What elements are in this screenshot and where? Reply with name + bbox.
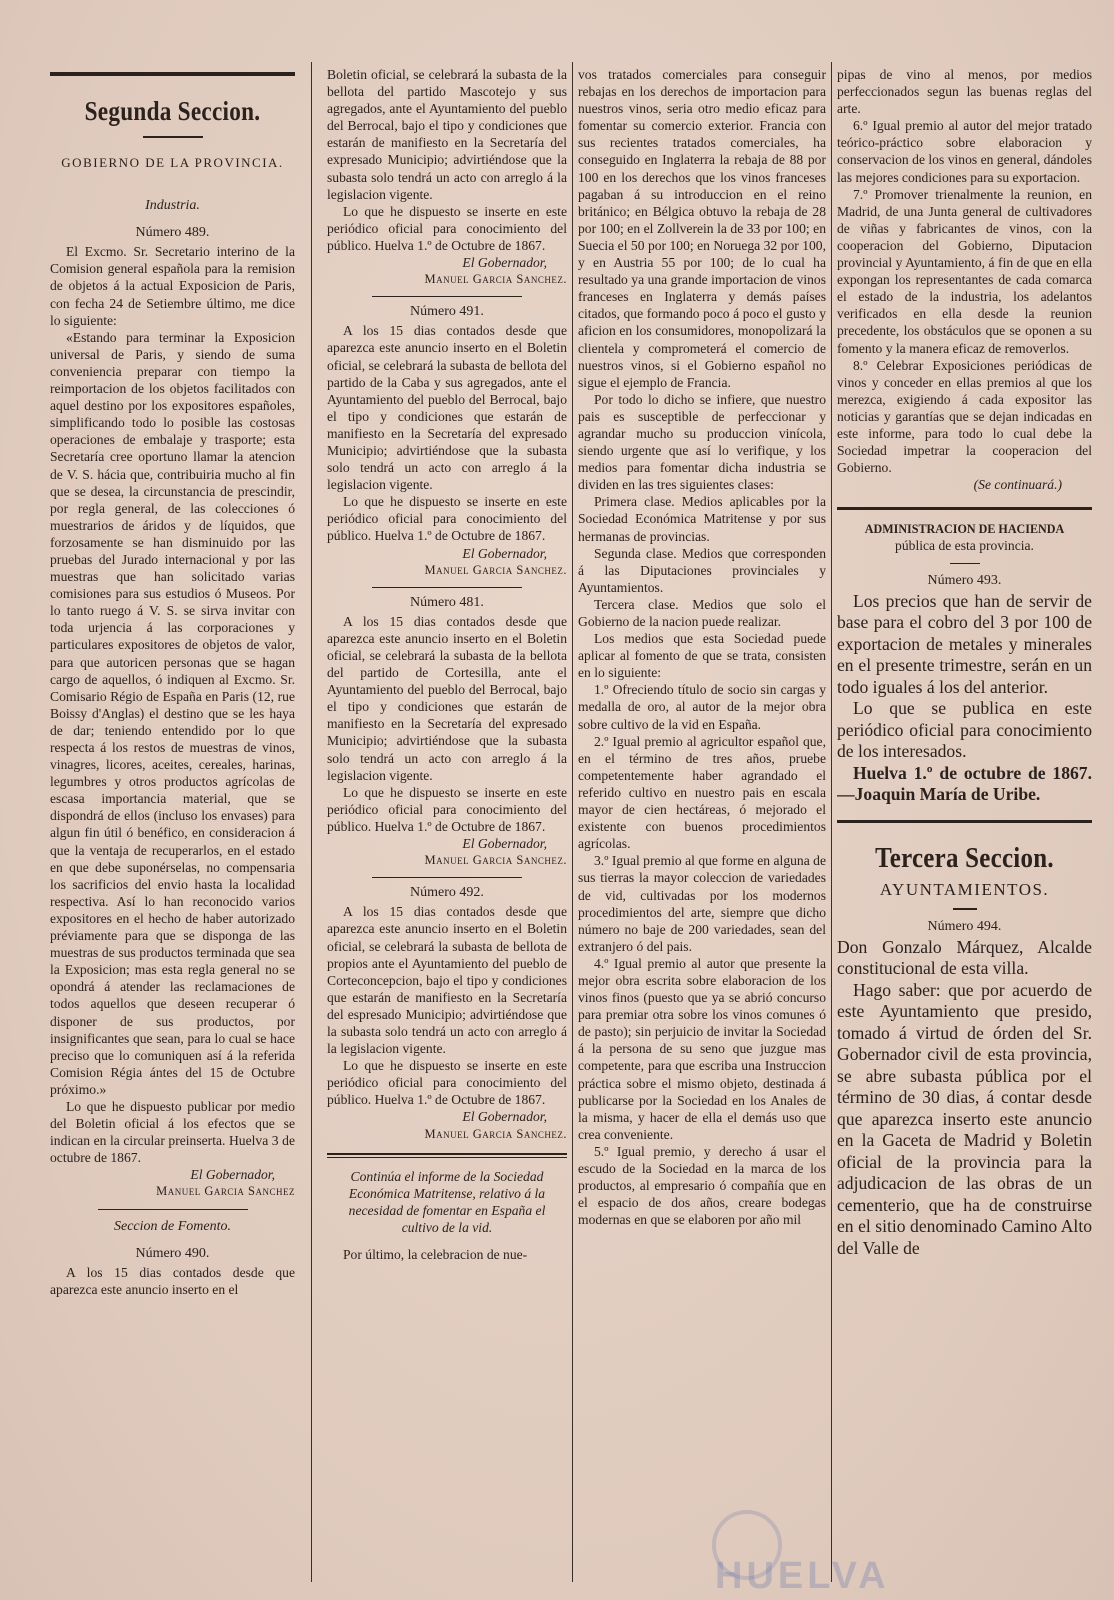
paragraph: vos tratados comerciales para conseguir rebajas en los derechos de importacion para nuestros vinos, seria otro medio eficaz para fomentar su comercio exterior. Francia con sus recientes tratados comerciales, ha conseguido en Inglaterra la rebaja de 88 por 100 en los derechos que los vinos franceses pagaban á su introduccion en el reino británico; en Bélgica obtuvo la rebaja de 28 por 100; en el Zollverein la de 33 por 100; en Suecia el 50 por 100; en Noruega 32 por 100, y en Austria 55 por 100; de lo cual ha resultado ya una grande importacion de vinos franceses en Inglaterra y demás países citados, que formando poco á poco el gusto y aficion en los consumidores, monopolizará la clientela y comprometerá el comercio de nuestros vinos, si el Gobierno español no sigue el ejemplo de Francia. <box>578 67 826 390</box>
signature-title: El Gobernador, <box>462 1109 547 1125</box>
signature-name: Manuel Garcia Sanchez. <box>424 562 567 577</box>
column-divider <box>572 62 573 1582</box>
paragraph: Lo que he dispuesto se inserte en este periódico oficial para conocimiento del público. Huelva 1.º de Octubre de 1867. <box>327 784 567 834</box>
signature-name: Manuel Garcia Sanchez. <box>424 1126 567 1141</box>
paragraph: Huelva 1.º de octubre de 1867.—Joaquin María de Uribe. <box>837 762 1092 805</box>
paragraph: 3.º Igual premio al que forme en alguna de sus tierras la mayor coleccion de variedades de vid, cultivadas por los modernos procedimientos del arte, siempre que dicho número no baje de 200 variedades, sean del extranjero ó del pais. <box>578 853 826 954</box>
paragraph: Tercera clase. Medios que solo el Gobierno de la nacion puede realizar. <box>578 596 826 629</box>
ayuntamiento-notice <box>837 937 1092 1260</box>
section-title: Tercera Seccion. <box>875 841 1054 874</box>
divider <box>372 587 522 588</box>
article-number: Número 490. <box>135 1245 210 1261</box>
subhead: Industria. <box>145 198 200 214</box>
article-number: Número 481. <box>410 594 484 610</box>
article-number: Número 492. <box>410 885 484 901</box>
divider <box>372 877 522 878</box>
paragraph: Los precios que han de servir de base para el cobro del 3 por 100 de exportacion de metales y minerales en el presente trimestre, serán en un todo iguales á los del anterior. <box>837 590 1092 697</box>
column-4 <box>837 66 1092 1581</box>
report-intro: Continúa el informe de la Sociedad Económica Matritense, relativo á la necesidad de fomentar en España el cultivo de la vid. <box>348 1168 546 1235</box>
column-1 <box>50 66 295 1581</box>
column-divider <box>831 62 832 1582</box>
paragraph: Lo que se publica en este periódico oficial para conocimiento de los interesados. <box>837 698 1092 762</box>
paragraph: A los 15 dias contados desde que aparezca este anuncio inserto en el Boletin oficial, se celebrará la subasta de la bellota del partido de Cortesilla, ante el Ayuntamiento del pueblo del Berrocal, bajo el tipo y condiciones que estarán de manifiesto en la Secretaría del expresado Municipio; advirtiéndose que la subasta solo tendrá un acto con arreglo á la legislacion vigente. <box>327 613 567 783</box>
divider <box>372 296 522 297</box>
paragraph: Lo que he dispuesto publicar por medio del Boletin oficial á los efectos que se indican en la circular preinserta. Huelva 3 de octubre de 1867. <box>50 1098 295 1166</box>
signature-title: El Gobernador, <box>190 1167 275 1183</box>
divider <box>327 1153 567 1158</box>
column-3 <box>578 66 826 1581</box>
signature-title: El Gobernador, <box>462 545 547 561</box>
paragraph: Boletin oficial, se celebrará la subasta de la bellota del partido Mascotejo y sus agregados, ante el Ayuntamiento del pueblo del Berrocal, bajo el tipo y condiciones que estarán de manifiesto en la Secretaría del expresado Municipio; advirtiéndose que la subasta solo tendrá un acto con arreglo á la legislacion vigente. <box>327 67 567 202</box>
paragraph: Por último, la celebracion de nue- <box>343 1247 528 1262</box>
hacienda-notice <box>837 591 1092 806</box>
paragraph: pipas de vino al menos, por medios perfeccionados segun las buenas reglas del arte. <box>837 67 1092 117</box>
library-stamp: HUELVA <box>715 1555 890 1597</box>
column-divider <box>311 62 312 1582</box>
divider <box>950 563 980 564</box>
article-number: Número 489. <box>135 225 210 241</box>
paragraph: Por todo lo dicho se infiere, que nuestro pais es susceptible de perfeccionar y agrandar mucho su produccion vinícola, siendo urgente que así lo verifique, y los medios para fomentar dicha industria se dividen en las tres siguientes clases: <box>578 391 826 493</box>
signature-title: El Gobernador, <box>462 836 547 852</box>
column-2 <box>327 66 567 1581</box>
divider <box>143 136 203 138</box>
paragraph: A los 15 dias contados desde que aparezca este anuncio inserto en el <box>50 1264 295 1297</box>
paragraph: El Excmo. Sr. Secretario interino de la Comision general española para la remision de objetos á la actual Exposicion de Paris, con fecha 24 de Setiembre último, me dice lo siguiente: <box>50 244 295 328</box>
article-number: Número 494. <box>927 918 1002 934</box>
paragraph: 7.º Promover trienalmente la reunion, en Madrid, de una Junta general de cultivadores de viñas y fabricantes de vinos, con la cooperacion del Gobierno, Diputacion provincial y Ayuntamiento, á fin de que en ella expongan los representantes de cada comarca el estado de la industria, los adelantos verificados en ella desde la reunion precedente, los obstáculos que se oponen a su fomento y la manera eficaz de removerlos. <box>837 186 1092 356</box>
paragraph: 6.º Igual premio al autor del mejor tratado teórico-práctico sobre elaboracion y conservacion de los vinos en general, dándoles las mejores condiciones para su exportacion. <box>837 118 1092 185</box>
paragraph: Lo que he dispuesto se inserte en este periódico oficial para conocimiento del público. Huelva 1.º de Octubre de 1867. <box>327 1058 567 1108</box>
subhead: Seccion de Fomento. <box>113 1218 231 1234</box>
paragraph: Primera clase. Medios aplicables por la Sociedad Económica Matritense y por sus hermanas de provincias. <box>578 494 826 544</box>
section-title: Segunda Seccion. <box>84 96 261 126</box>
paragraph: Hago saber: que por acuerdo de este Ayuntamiento que presido, tomado á virtud de órden del Sr. Gobernador civil de esta provincia, se abre subasta pública por el término de 30 dias, á contar desde que aparezca inserto este anuncio en la Gaceta de Madrid y Boletin oficial de la provincia para la adjudicacion de las obras de un cementerio, que ha de construirse en el sitio denominado Camino Alto del Valle de <box>837 979 1092 1258</box>
top-rule <box>50 72 295 76</box>
paragraph: Lo que he dispuesto se inserte en este periódico oficial para conocimiento del público. Huelva 1.º de Octubre de 1867. <box>327 494 567 544</box>
divider <box>837 820 1092 823</box>
divider <box>98 1209 248 1210</box>
paragraph: 2.º Igual premio al agricultor español que, en el término de tres años, pruebe competentemente haber agrandado el referido cultivo en nuestro pais en escala mayor de cien hectáreas, ó mejorado el existente con buenos procedimientos agrícolas. <box>578 733 826 852</box>
continuation-note: (Se continuará.) <box>973 477 1062 493</box>
paragraph: Segunda clase. Medios que corresponden á las Diputaciones provinciales y Ayuntamientos. <box>578 545 826 595</box>
gov-title: GOBIERNO DE LA PROVINCIA. <box>61 155 284 170</box>
article-number: Número 491. <box>410 304 484 320</box>
paragraph: «Estando para terminar la Exposicion universal de Paris, y siendo de suma conveniencia preparar con tiempo la reimportacion de los objetos facilitados con aquel destino por los expositores españoles, simplificando todo lo posible las costosas operaciones de embalaje y trasporte; esta Secretaría cree oportuno llamar la atencion de V. S. hácia que, contribuiria mucho al fin que se desea, la circunstancia de prescindir, por regla general, de las colecciones ó muestrarios de áridos y de líquidos, que forzosamente se han disminuido por las pruebas del Jurado internacional y por las muestras que han solicitado varias comisiones para sus estudios ó Museos. Por lo tanto ruego á V. S. se sirva invitar con toda urjencia á las corporaciones y particulares expositores de objetos de valor, para que autoricen personas que se hagan cargo de aquellos, ó indiquen al Excmo. Sr. Comisario Régio de España en Paris (12, rue Boissy d'Anglas) el destino que se les haya de dar; teniendo entendido por lo que respecta á los restos de muestras de vinos, vinagres, licores, aceites, cereales, harinas, legumbres y otros productos agrícolas de escasa importancia material, que se dispondrá de ellos (incluso los envases) para algun fin útil ó benéfico, en consideracion á que la ventaja de recuperarlos, en el estado en que debe suponérselas, no compensaria los sacrificios del envio hasta la localidad respectiva. Así lo han reconocido varios expositores en el hecho de haber autorizado préviamente para que se disponga de las muestras de sus productos terminada que sea la Exposicion; mas esta regla general no se opondrá á atender las reclamaciones de todos aquellos que deseen recuperar ó disponer de sus productos, por insignificantes que sean, para lo cual se hace preciso que lo comuniquen así á la referida Comision Régia ántes del 15 de Octubre próximo.» <box>50 329 295 1097</box>
paragraph: Los medios que esta Sociedad puede aplicar al fomento de que se trata, consisten en lo siguiente: <box>578 631 826 681</box>
signature-name: Manuel Garcia Sanchez <box>156 1184 295 1199</box>
paragraph: A los 15 dias contados desde que aparezca este anuncio inserto en el Boletin oficial, se celebrará la subasta de bellota de propios ante el Ayuntamiento del pueblo de Corteconcepcion, bajo el tipo y condiciones que estarán de manifiesto en la Secretaría del espresado Municipio; advirtiéndose que la subasta solo tendrá un acto con arreglo á la legislacion vigente. <box>327 904 567 1057</box>
paragraph: 5.º Igual premio, y derecho á usar el escudo de la Sociedad en la marca de los productos, al empresario ó compañía que en el espacio de dos años, creare bodegas modernas en que se elaboren por año mil <box>578 1143 826 1228</box>
divider <box>837 507 1092 510</box>
article-number: Número 493. <box>927 572 1002 588</box>
paragraph: Don Gonzalo Márquez, Alcalde constitucional de esta villa. <box>837 936 1092 979</box>
paragraph: Lo que he dispuesto se inserte en este periódico oficial para conocimiento del público. Huelva 1.º de Octubre de 1867. <box>327 203 567 253</box>
paragraph: 1.º Ofreciendo título de socio sin cargas y medalla de oro, al autor de la mejor obra sobre cultivo de la vid en España. <box>578 682 826 732</box>
signature-name: Manuel Garcia Sanchez. <box>424 853 567 868</box>
divider <box>953 908 977 910</box>
paragraph: 4.º Igual premio al autor que presente la mejor obra escrita sobre elaboracion de los vinos finos (puesto que ya se abrió concurso para premiar otra sobre los vinos comunes ó de pasto); sin perjuicio de invitar la Sociedad á la persona de su seno que juzgue mas competente, para que escriba una Instruccion práctica sobre el mismo objeto, destinada á publicarse por la Sociedad en los Anales de la misma, y hacer de ella el demás uso que crea conveniente. <box>578 955 826 1142</box>
admin-title: ADMINISTRACION DE HACIENDA <box>864 521 1065 537</box>
signature-title: El Gobernador, <box>462 255 547 271</box>
admin-subtitle: pública de esta provincia. <box>895 538 1034 554</box>
signature-name: Manuel Garcia Sanchez. <box>424 272 567 287</box>
paragraph: A los 15 dias contados desde que aparezca este anuncio inserto en el Boletin oficial, se celebrará la subasta de bellota del partido de la Caba y sus agregados, ante el Ayuntamiento del pueblo del Berrocal, bajo el tipo y condiciones que estarán de manifiesto en la Secretaría del expresado Municipio; advirtiéndose que la subasta solo tendrá un acto con arreglo á la legislacion vigente. <box>327 323 567 493</box>
paragraph: 8.º Celebrar Exposiciones periódicas de vinos y conceder en ellas premios al que los merezca, exigiendo á cada expositor las noticias y garantías que se dejan indicadas en este informe, para todo lo cual debe la Sociedad impetrar la cooperacion del Gobierno. <box>837 357 1092 476</box>
ayuntamientos-heading: AYUNTAMIENTOS. <box>879 879 1050 899</box>
